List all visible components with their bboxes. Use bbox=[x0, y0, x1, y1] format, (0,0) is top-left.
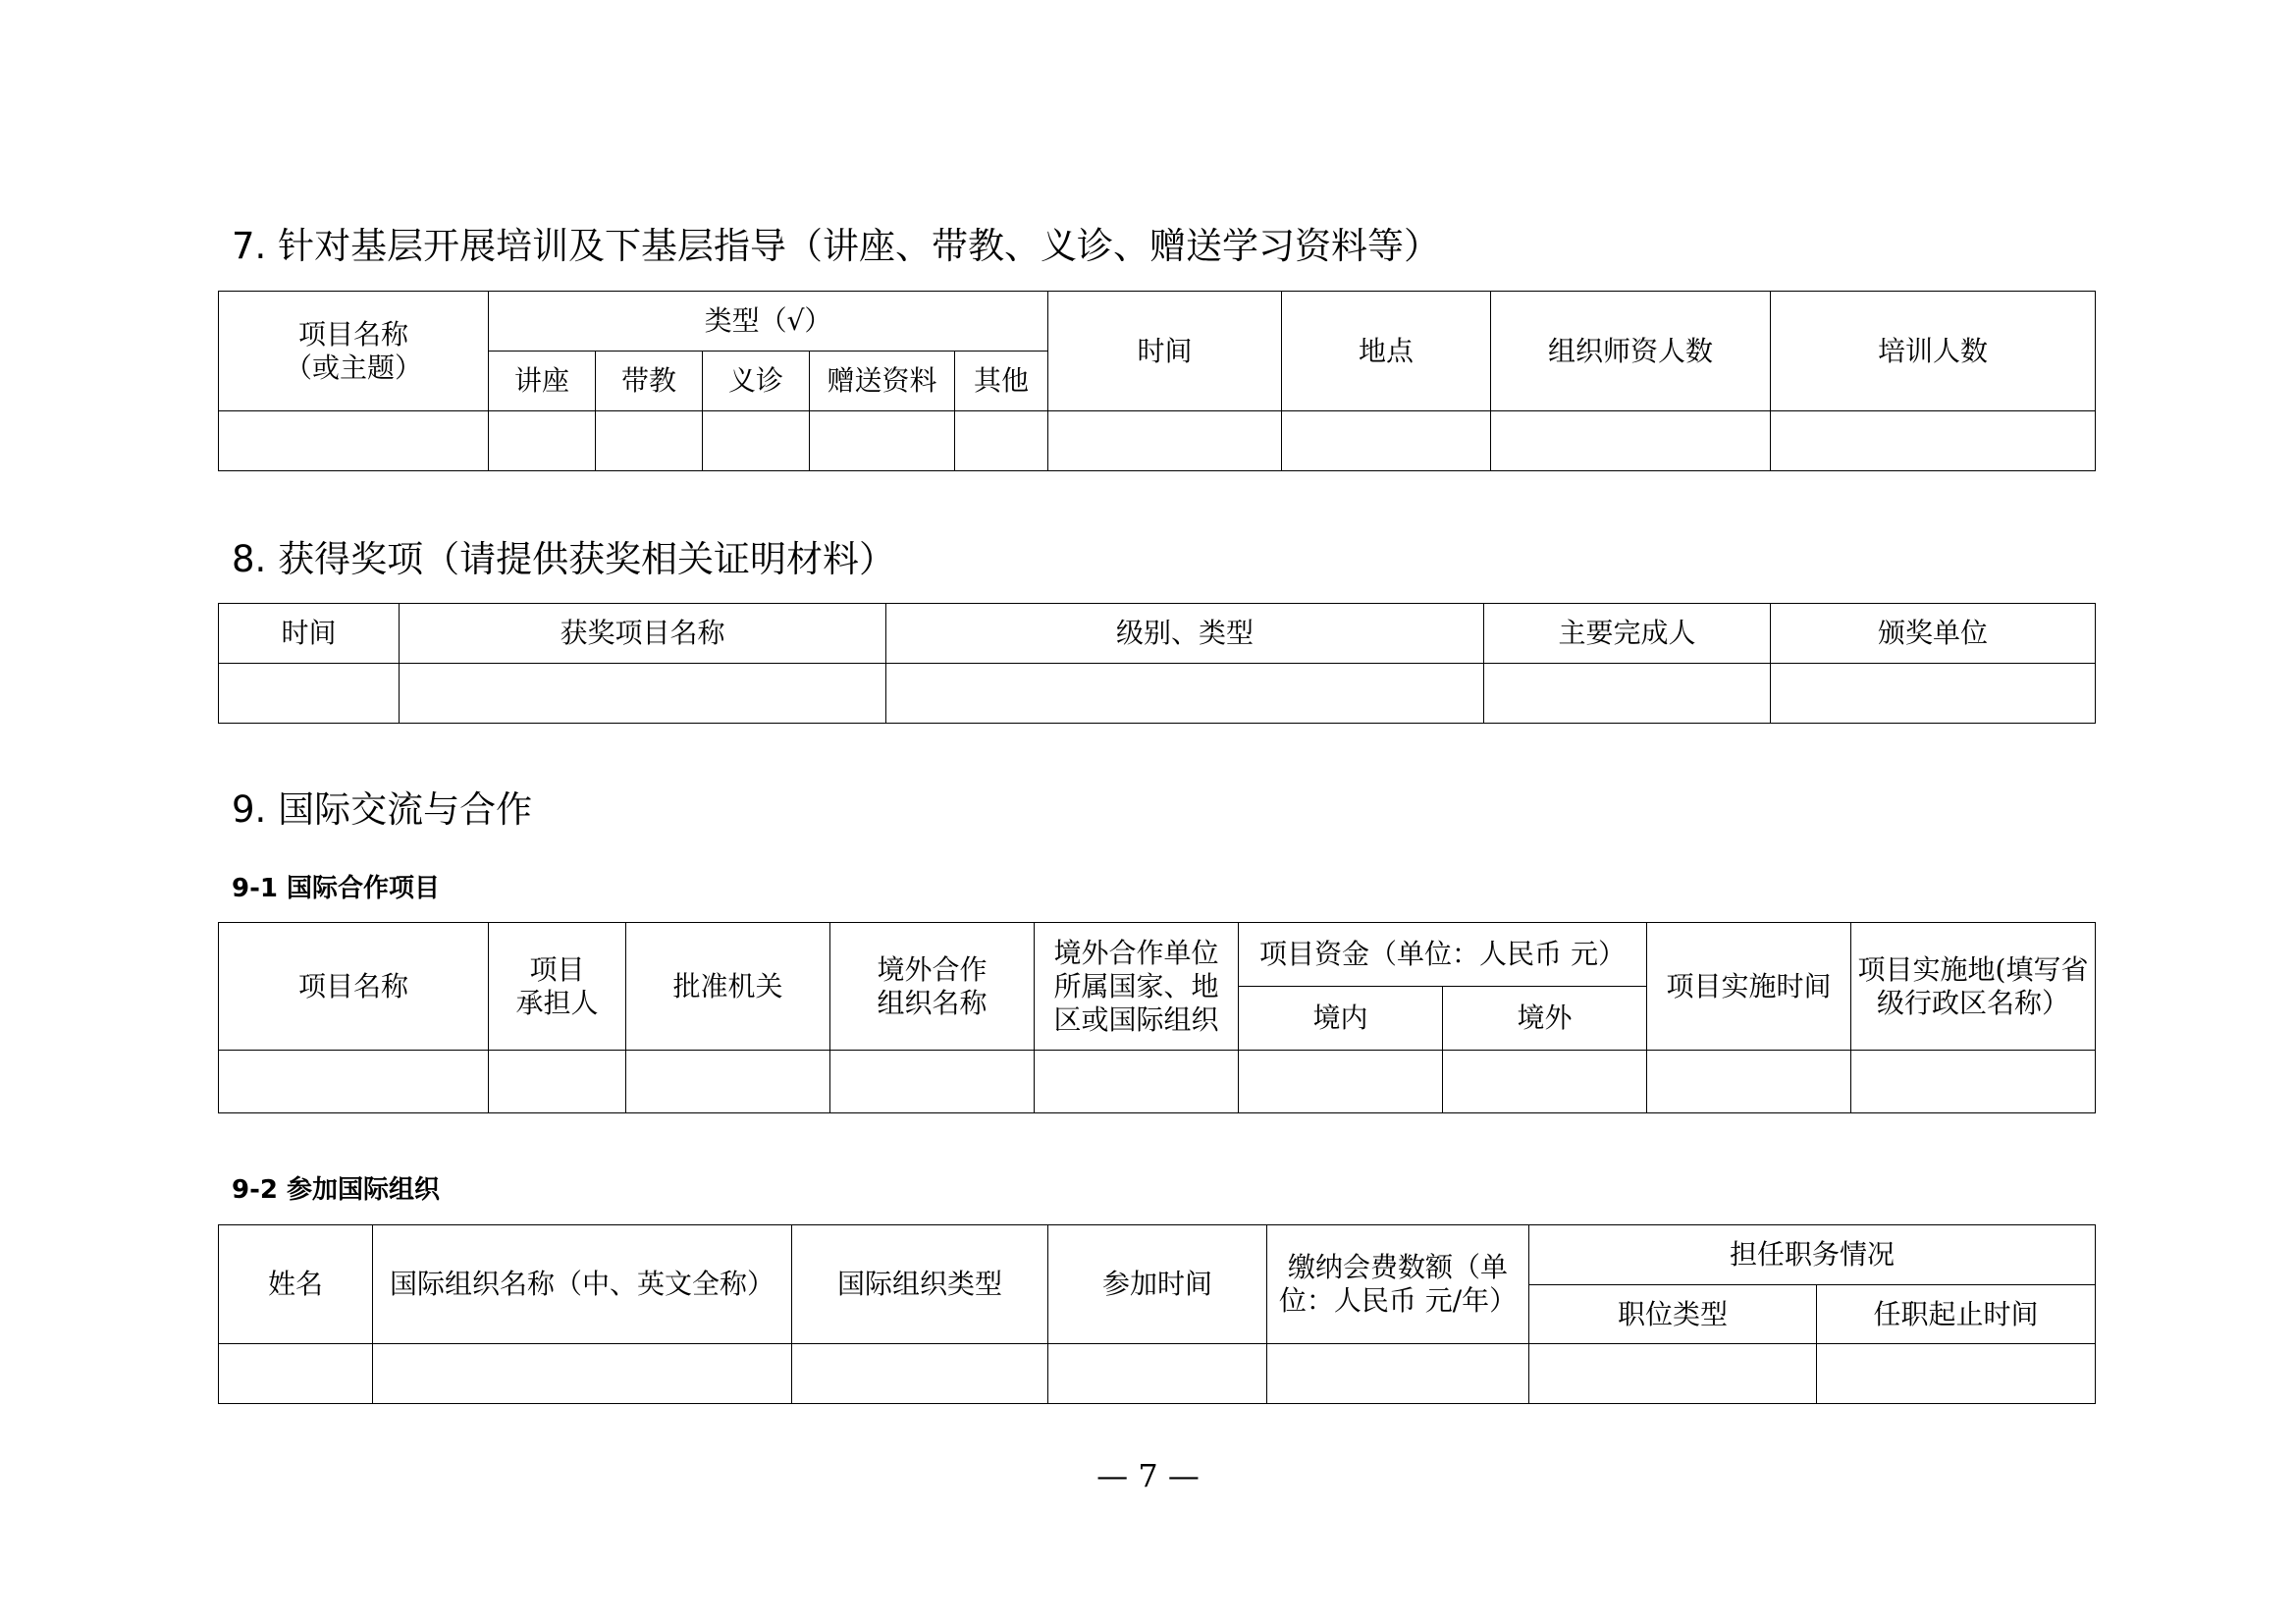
header-partner-country: 境外合作单位所属国家、地区或国际组织 bbox=[1035, 923, 1239, 1051]
header-type: 类型（√） bbox=[489, 292, 1048, 352]
header-position-period: 任职起止时间 bbox=[1817, 1285, 2096, 1344]
table-cell[interactable] bbox=[626, 1051, 830, 1113]
header-award-name: 获奖项目名称 bbox=[400, 604, 886, 664]
table-cell[interactable] bbox=[219, 1344, 373, 1404]
table-cell[interactable] bbox=[596, 411, 703, 471]
header-partner-name: 境外合作 组织名称 bbox=[830, 923, 1035, 1051]
section-8-heading: 8. 获得奖项（请提供获奖相关证明材料） bbox=[232, 538, 896, 580]
header-impl-time: 项目实施时间 bbox=[1647, 923, 1851, 1051]
table-cell[interactable] bbox=[489, 1051, 626, 1113]
table-cell[interactable] bbox=[1267, 1344, 1529, 1404]
table-cell[interactable] bbox=[1491, 411, 1771, 471]
table-cell[interactable] bbox=[703, 411, 810, 471]
training-table bbox=[218, 291, 2096, 471]
table-cell[interactable] bbox=[1771, 411, 2096, 471]
header-overseas: 境外 bbox=[1443, 987, 1647, 1051]
header-level-type: 级别、类型 bbox=[886, 604, 1484, 664]
table-cell[interactable] bbox=[1771, 664, 2096, 724]
header-join-time: 参加时间 bbox=[1048, 1225, 1267, 1344]
table-cell[interactable] bbox=[830, 1051, 1035, 1113]
table-cell[interactable] bbox=[219, 411, 489, 471]
header-location: 地点 bbox=[1282, 292, 1491, 411]
header-fee: 缴纳会费数额（单位：人民币 元/年） bbox=[1267, 1225, 1529, 1344]
table-cell[interactable] bbox=[955, 411, 1048, 471]
table-cell[interactable] bbox=[1048, 411, 1282, 471]
header-approver: 批准机关 bbox=[626, 923, 830, 1051]
table-cell[interactable] bbox=[400, 664, 886, 724]
table-cell[interactable] bbox=[1048, 1344, 1267, 1404]
section-9-2-heading: 9-2 参加国际组织 bbox=[232, 1175, 441, 1205]
intl-orgs-table bbox=[218, 1224, 2096, 1404]
section-9-heading: 9. 国际交流与合作 bbox=[232, 788, 533, 831]
header-issuer: 颁奖单位 bbox=[1771, 604, 2096, 664]
table-cell[interactable] bbox=[792, 1344, 1048, 1404]
awards-table bbox=[218, 603, 2096, 724]
table-cell[interactable] bbox=[373, 1344, 792, 1404]
page-number: — 7 — bbox=[1096, 1457, 1200, 1494]
table-cell[interactable] bbox=[1035, 1051, 1239, 1113]
header-main-persons: 主要完成人 bbox=[1484, 604, 1771, 664]
section-7-heading: 7. 针对基层开展培训及下基层指导（讲座、带教、义诊、赠送学习资料等） bbox=[232, 225, 1441, 267]
header-donate: 赠送资料 bbox=[810, 352, 955, 411]
header-faculty-count: 组织师资人数 bbox=[1491, 292, 1771, 411]
header-funds: 项目资金（单位：人民币 元） bbox=[1239, 923, 1647, 987]
header-name: 姓名 bbox=[219, 1225, 373, 1344]
header-org-name: 国际组织名称（中、英文全称） bbox=[373, 1225, 792, 1344]
table-cell[interactable] bbox=[1484, 664, 1771, 724]
table-row bbox=[219, 1051, 2096, 1113]
header-clinic: 义诊 bbox=[703, 352, 810, 411]
table-cell[interactable] bbox=[886, 664, 1484, 724]
header-impl-place: 项目实施地(填写省级行政区名称） bbox=[1851, 923, 2096, 1051]
header-org-type: 国际组织类型 bbox=[792, 1225, 1048, 1344]
header-position-type: 职位类型 bbox=[1529, 1285, 1817, 1344]
header-trainee-count: 培训人数 bbox=[1771, 292, 2096, 411]
table-cell[interactable] bbox=[1817, 1344, 2096, 1404]
intl-projects-table bbox=[218, 922, 2096, 1113]
table-cell[interactable] bbox=[219, 1051, 489, 1113]
header-lecture: 讲座 bbox=[489, 352, 596, 411]
header-intl-project-name: 项目名称 bbox=[219, 923, 489, 1051]
header-domestic: 境内 bbox=[1239, 987, 1443, 1051]
table-row bbox=[219, 411, 2096, 471]
header-teaching: 带教 bbox=[596, 352, 703, 411]
header-undertaker: 项目 承担人 bbox=[489, 923, 626, 1051]
table-cell[interactable] bbox=[1239, 1051, 1443, 1113]
table-cell[interactable] bbox=[1443, 1051, 1647, 1113]
table-cell[interactable] bbox=[1529, 1344, 1817, 1404]
table-cell[interactable] bbox=[219, 664, 400, 724]
table-row bbox=[219, 664, 2096, 724]
header-other: 其他 bbox=[955, 352, 1048, 411]
table-row bbox=[219, 1344, 2096, 1404]
header-project-name: 项目名称 （或主题） bbox=[219, 292, 489, 411]
header-award-time: 时间 bbox=[219, 604, 400, 664]
table-cell[interactable] bbox=[810, 411, 955, 471]
header-position: 担任职务情况 bbox=[1529, 1225, 2096, 1285]
section-9-1-heading: 9-1 国际合作项目 bbox=[232, 874, 441, 903]
table-cell[interactable] bbox=[1282, 411, 1491, 471]
table-cell[interactable] bbox=[1647, 1051, 1851, 1113]
table-cell[interactable] bbox=[1851, 1051, 2096, 1113]
header-time: 时间 bbox=[1048, 292, 1282, 411]
table-cell[interactable] bbox=[489, 411, 596, 471]
